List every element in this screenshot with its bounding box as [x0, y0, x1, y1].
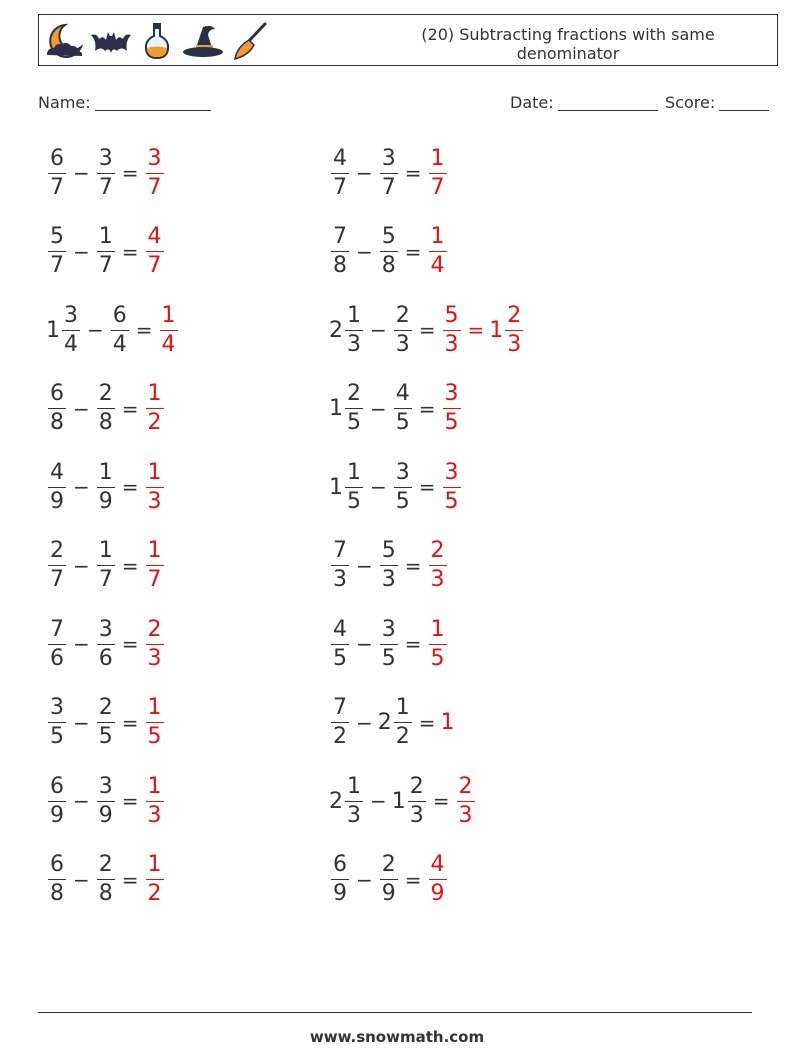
numerator: 6	[333, 852, 347, 877]
header-box	[38, 14, 778, 66]
fraction	[97, 854, 115, 905]
date-field	[510, 93, 658, 112]
fraction	[331, 697, 349, 748]
fraction	[146, 383, 164, 434]
problem-10	[329, 457, 463, 517]
problem-6	[329, 300, 525, 360]
denominator: 8	[50, 410, 64, 435]
fraction	[380, 540, 398, 591]
numerator: 4	[395, 381, 410, 406]
denominator: 4	[430, 253, 445, 278]
equals-sign: =	[135, 318, 153, 342]
numerator: 5	[381, 538, 396, 563]
answer	[427, 854, 449, 905]
equals-sign: =	[121, 396, 139, 421]
answer	[441, 302, 526, 357]
name-label: Name:	[38, 93, 91, 112]
fraction	[394, 383, 412, 434]
header-icons	[43, 19, 271, 63]
worksheet-title: (20) Subtracting fractions with same denominator	[421, 25, 715, 63]
fraction	[380, 616, 398, 671]
whole-number: 1	[489, 317, 504, 343]
problem-15	[46, 693, 166, 753]
denominator: 3	[444, 331, 459, 357]
denominator: 3	[147, 645, 162, 671]
numerator: 5	[381, 224, 396, 249]
numerator: 6	[50, 381, 64, 406]
equals-sign: =	[467, 318, 485, 342]
minus-sign: −	[73, 789, 90, 813]
numerator: 4	[50, 459, 64, 485]
fraction	[331, 616, 349, 671]
minus-sign: −	[356, 161, 373, 185]
equals-sign: =	[121, 239, 139, 264]
fraction	[111, 302, 129, 357]
answer	[427, 226, 449, 277]
answer	[144, 459, 166, 514]
numerator: 2	[395, 302, 410, 328]
denominator: 5	[147, 724, 162, 749]
denominator: 2	[147, 410, 162, 435]
fraction	[457, 773, 475, 828]
numerator: 1	[147, 773, 162, 799]
problem-12	[329, 536, 449, 596]
whole-number: 2	[377, 710, 392, 735]
whole-number: 1	[329, 474, 343, 500]
fraction	[48, 854, 66, 905]
minus-sign: −	[370, 396, 387, 421]
answer	[427, 540, 449, 591]
numerator: 4	[430, 852, 445, 877]
denominator: 2	[147, 881, 162, 906]
fraction	[345, 383, 363, 434]
minus-sign: −	[370, 318, 387, 342]
whole-number: 1	[46, 317, 60, 343]
witch-hat-icon	[181, 21, 225, 61]
date-label: Date:	[510, 93, 554, 112]
numerator: 1	[347, 773, 361, 799]
answer	[441, 383, 463, 434]
denominator: 3	[395, 331, 410, 357]
denominator: 7	[333, 174, 347, 200]
denominator: 5	[50, 724, 64, 749]
numerator: 2	[430, 538, 445, 563]
numerator: 1	[98, 459, 113, 485]
denominator: 5	[430, 645, 445, 671]
numerator: 3	[381, 616, 396, 642]
answer	[144, 616, 166, 671]
whole-number: 1	[329, 396, 343, 421]
numerator: 2	[409, 773, 424, 799]
date-blank[interactable]	[558, 94, 658, 111]
numerator: 7	[333, 695, 347, 720]
numerator: 1	[98, 224, 113, 249]
denominator: 3	[430, 567, 445, 592]
numerator: 3	[98, 616, 113, 642]
problem-18	[329, 771, 477, 831]
minus-sign: −	[73, 396, 90, 421]
fraction	[48, 145, 66, 200]
whole-number: 2	[329, 317, 343, 343]
moon-cloud-icon	[43, 21, 87, 61]
fraction	[48, 773, 66, 828]
minus-sign: −	[73, 161, 90, 185]
problem-5	[46, 300, 180, 360]
numerator: 1	[430, 616, 445, 642]
fraction	[48, 383, 66, 434]
denominator: 4	[64, 331, 78, 357]
answer	[441, 710, 455, 735]
fraction	[443, 302, 461, 357]
numerator: 1	[147, 459, 162, 485]
numerator: 1	[347, 302, 361, 328]
answer	[144, 540, 166, 591]
answer	[455, 773, 477, 828]
whole-number: 1	[440, 710, 455, 735]
denominator: 5	[333, 645, 347, 671]
fraction	[97, 145, 115, 200]
numerator: 1	[430, 145, 445, 171]
numerator: 2	[98, 852, 113, 877]
minus-sign: −	[73, 553, 90, 578]
problem-1	[46, 143, 166, 203]
fraction	[146, 540, 164, 591]
denominator: 7	[98, 174, 113, 200]
numerator: 3	[64, 302, 78, 328]
fraction	[380, 854, 398, 905]
numerator: 2	[507, 302, 522, 328]
numerator: 1	[430, 224, 445, 249]
denominator: 3	[147, 488, 162, 514]
fraction	[505, 302, 523, 357]
answer	[144, 383, 166, 434]
score-label: Score:	[665, 93, 716, 112]
denominator: 5	[347, 488, 361, 514]
numerator: 7	[50, 616, 64, 642]
denominator: 9	[50, 802, 64, 828]
denominator: 5	[444, 488, 459, 514]
fraction	[146, 616, 164, 671]
denominator: 9	[98, 488, 113, 514]
fraction	[48, 697, 66, 748]
broom-icon	[227, 21, 271, 61]
answer	[427, 145, 449, 200]
denominator: 7	[50, 567, 64, 592]
problem-7	[46, 379, 166, 439]
fraction	[345, 302, 363, 357]
fraction	[48, 226, 66, 277]
numerator: 1	[147, 852, 162, 877]
numerator: 3	[98, 773, 113, 799]
fraction	[429, 616, 447, 671]
fraction	[331, 226, 349, 277]
problem-16	[329, 693, 455, 753]
denominator: 4	[112, 331, 127, 357]
denominator: 8	[381, 253, 396, 278]
denominator: 7	[147, 567, 162, 592]
fraction	[146, 854, 164, 905]
minus-sign: −	[73, 475, 90, 499]
fraction	[97, 616, 115, 671]
name-blank[interactable]	[95, 94, 211, 111]
equals-sign: =	[418, 475, 436, 499]
minus-sign: −	[73, 239, 90, 264]
answer	[144, 226, 166, 277]
minus-sign: −	[356, 553, 373, 578]
whole-number: 1	[391, 788, 406, 814]
equals-sign: =	[121, 161, 139, 185]
minus-sign: −	[356, 867, 373, 892]
fraction	[331, 854, 349, 905]
score-field	[665, 93, 769, 112]
numerator: 6	[50, 852, 64, 877]
numerator: 1	[147, 381, 162, 406]
equals-sign: =	[418, 396, 436, 421]
denominator: 5	[98, 724, 113, 749]
numerator: 2	[381, 852, 396, 877]
score-blank[interactable]	[719, 94, 769, 111]
denominator: 4	[161, 331, 176, 357]
numerator: 3	[98, 145, 113, 171]
numerator: 1	[161, 302, 176, 328]
fraction	[146, 697, 164, 748]
numerator: 7	[333, 538, 347, 563]
fraction	[345, 773, 363, 828]
denominator: 5	[395, 410, 410, 435]
equals-sign: =	[121, 867, 139, 892]
denominator: 7	[50, 174, 64, 200]
denominator: 5	[347, 410, 361, 435]
denominator: 7	[430, 174, 445, 200]
problem-8	[329, 379, 463, 439]
denominator: 3	[507, 331, 522, 357]
numerator: 2	[458, 773, 473, 799]
fraction	[443, 383, 461, 434]
whole-number: 2	[329, 788, 343, 814]
numerator: 1	[98, 538, 113, 563]
equals-sign: =	[121, 475, 139, 499]
denominator: 3	[147, 802, 162, 828]
numerator: 1	[347, 459, 361, 485]
footer-url: www.snowmath.com	[309, 1028, 485, 1046]
numerator: 1	[147, 538, 162, 563]
fraction	[394, 302, 412, 357]
denominator: 3	[347, 802, 361, 828]
numerator: 1	[147, 695, 162, 720]
denominator: 8	[98, 410, 113, 435]
fraction	[146, 145, 164, 200]
fraction	[394, 697, 412, 748]
denominator: 7	[98, 567, 113, 592]
numerator: 5	[444, 302, 459, 328]
potion-bottle-icon	[135, 21, 179, 61]
problem-14	[329, 614, 449, 674]
equals-sign: =	[121, 553, 139, 578]
answer	[144, 697, 166, 748]
fraction	[443, 459, 461, 514]
problem-20	[329, 850, 449, 910]
answer	[144, 773, 166, 828]
fraction	[97, 383, 115, 434]
numerator: 4	[333, 616, 347, 642]
problem-17	[46, 771, 166, 831]
denominator: 8	[98, 881, 113, 906]
equals-sign: =	[121, 710, 139, 735]
fraction	[146, 226, 164, 277]
fraction	[429, 145, 447, 200]
fraction	[160, 302, 178, 357]
fraction	[97, 773, 115, 828]
denominator: 6	[98, 645, 113, 671]
numerator: 3	[147, 145, 162, 171]
fraction	[394, 459, 412, 514]
equals-sign: =	[404, 867, 422, 892]
numerator: 2	[147, 616, 162, 642]
denominator: 6	[50, 645, 64, 671]
fraction	[48, 540, 66, 591]
minus-sign: −	[87, 318, 104, 342]
equals-sign: =	[418, 710, 436, 735]
numerator: 6	[112, 302, 127, 328]
fraction	[345, 459, 363, 514]
minus-sign: −	[370, 789, 387, 813]
equals-sign: =	[404, 632, 422, 656]
denominator: 7	[98, 253, 113, 278]
denominator: 5	[444, 410, 459, 435]
numerator: 3	[444, 459, 459, 485]
denominator: 3	[347, 331, 361, 357]
denominator: 5	[381, 645, 396, 671]
denominator: 8	[333, 253, 347, 278]
denominator: 2	[333, 724, 347, 749]
denominator: 9	[98, 802, 113, 828]
problem-19	[46, 850, 166, 910]
denominator: 5	[395, 488, 410, 514]
minus-sign: −	[73, 867, 90, 892]
numerator: 2	[50, 538, 64, 563]
denominator: 9	[50, 488, 64, 514]
equals-sign: =	[121, 632, 139, 656]
numerator: 3	[444, 381, 459, 406]
fraction	[146, 459, 164, 514]
fraction	[380, 226, 398, 277]
problem-13	[46, 614, 166, 674]
numerator: 1	[395, 695, 410, 720]
fraction	[146, 773, 164, 828]
fraction	[97, 226, 115, 277]
equals-sign: =	[418, 318, 436, 342]
answer	[144, 145, 166, 200]
numerator: 2	[98, 381, 113, 406]
fraction	[380, 145, 398, 200]
numerator: 2	[98, 695, 113, 720]
denominator: 2	[395, 724, 410, 749]
minus-sign: −	[73, 632, 90, 656]
numerator: 4	[333, 145, 347, 171]
equals-sign: =	[404, 239, 422, 264]
fraction	[408, 773, 426, 828]
numerator: 3	[395, 459, 410, 485]
numerator: 2	[347, 381, 361, 406]
fraction	[48, 616, 66, 671]
numerator: 7	[333, 224, 347, 249]
fraction	[97, 697, 115, 748]
numerator: 6	[50, 773, 64, 799]
denominator: 3	[381, 567, 396, 592]
answer	[158, 302, 180, 357]
equals-sign: =	[121, 789, 139, 813]
bat-icon	[89, 21, 133, 61]
equals-sign: =	[404, 161, 422, 185]
denominator: 3	[458, 802, 473, 828]
fraction	[331, 145, 349, 200]
equals-sign: =	[432, 789, 450, 813]
numerator: 3	[381, 145, 396, 171]
denominator: 9	[333, 881, 347, 906]
equals-sign: =	[404, 553, 422, 578]
denominator: 7	[381, 174, 396, 200]
denominator: 7	[147, 174, 162, 200]
problem-3	[46, 222, 166, 282]
fraction	[62, 302, 80, 357]
numerator: 6	[50, 145, 64, 171]
numerator: 3	[50, 695, 64, 720]
denominator: 3	[409, 802, 424, 828]
numerator: 5	[50, 224, 64, 249]
denominator: 9	[430, 881, 445, 906]
denominator: 7	[50, 253, 64, 278]
minus-sign: −	[356, 239, 373, 264]
fraction	[48, 459, 66, 514]
answer	[144, 854, 166, 905]
problem-2	[329, 143, 449, 203]
denominator: 9	[381, 881, 396, 906]
minus-sign: −	[356, 710, 373, 735]
problem-11	[46, 536, 166, 596]
problem-4	[329, 222, 449, 282]
fraction	[429, 540, 447, 591]
denominator: 7	[147, 253, 162, 278]
name-field	[38, 93, 211, 112]
fraction	[97, 540, 115, 591]
minus-sign: −	[356, 632, 373, 656]
answer	[427, 616, 449, 671]
footer-divider	[38, 1012, 752, 1013]
problem-9	[46, 457, 166, 517]
denominator: 8	[50, 881, 64, 906]
answer	[441, 459, 463, 514]
minus-sign: −	[370, 475, 387, 499]
fraction	[429, 854, 447, 905]
fraction	[429, 226, 447, 277]
fraction	[331, 540, 349, 591]
minus-sign: −	[73, 710, 90, 735]
denominator: 3	[333, 567, 347, 592]
fraction	[97, 459, 115, 514]
numerator: 4	[147, 224, 162, 249]
